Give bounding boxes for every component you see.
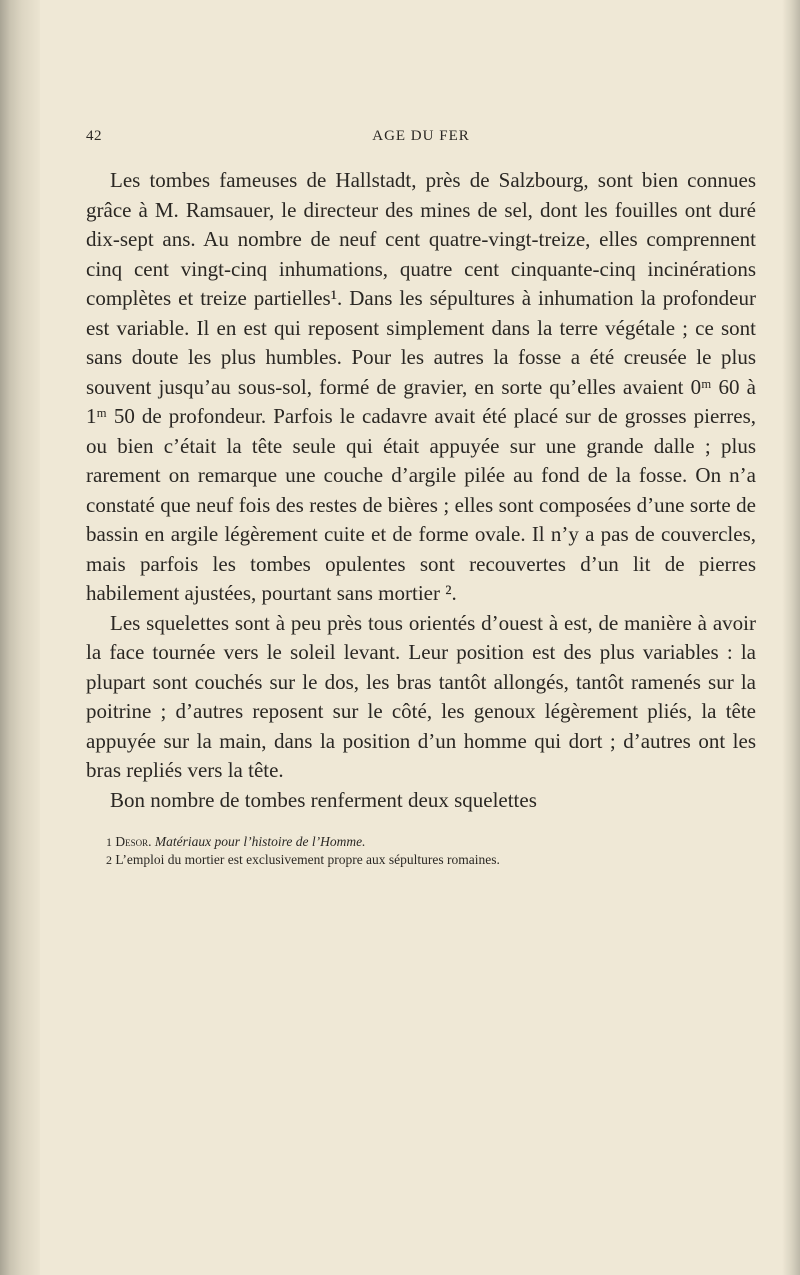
scan-shadow-right xyxy=(782,0,800,1275)
paragraph-1: Les tombes fameuses de Hallstadt, près de Salzbourg, sont bien connues grâce à M. Ramsauer, le directeur des mines de sel, dont les fouilles ont duré dix-sept ans. Au nombre de neuf cent quatre-vingt-treize, elles comprennent cinq cent vingt-cinq inhumations, quatre cent cinquante-cinq incinérations complètes et treize partielles¹. Dans les sépultures à inhumation la profondeur est variable. Il en est qui reposent simplement dans la terre végétale ; ce sont sans doute les plus humbles. Pour les autres la fosse a été creusée le plus souvent jusqu’au sous-sol, formé de gravier, en sorte qu’elles avaient 0ᵐ 60 à 1ᵐ 50 de profondeur. Parfois le cadavre avait été placé sur de grosses pierres, ou bien c’était la tête seule qui était appuyée sur une grande dalle ; plus rarement on remarque une couche d’argile pilée au fond de la fosse. On n’a constaté que neuf fois des restes de bières ; elles sont composées d’une sorte de bassin en argile légèrement cuite et de forme ovale. Il n’y a pas de couvercles, mais parfois les tombes opulentes sont recouvertes d’un lit de pierres habilement ajustées, pourtant sans mortier ². xyxy=(86,168,756,605)
scan-shadow-left xyxy=(0,0,40,1275)
paragraph-3: Bon nombre de tombes renferment deux squelettes xyxy=(110,787,537,812)
body-text xyxy=(86,166,756,815)
book-page xyxy=(86,128,756,869)
footnote-2 xyxy=(86,851,756,869)
footnote-number: 2 xyxy=(106,853,112,867)
footnote-number: 1 xyxy=(106,835,112,849)
footnote-1 xyxy=(86,833,756,851)
paragraph-2: Les squelettes sont à peu près tous orientés d’ouest à est, de manière à avoir la face tournée vers le soleil levant. Leur position est des plus variables : la plupart sont couchés sur le dos, les bras tantôt allongés, tantôt ramenés sur la poitrine ; d’autres reposent sur le côté, les genoux légèrement pliés, la tête appuyée sur la main, dans la position d’un homme qui dort ; d’autres ont les bras repliés vers la tête. xyxy=(86,610,756,782)
footnotes xyxy=(86,833,756,869)
running-title: AGE DU FER xyxy=(372,128,470,144)
page-number: 42 xyxy=(86,128,102,144)
running-head xyxy=(86,128,756,152)
footnote-text: L’emploi du mortier est exclusivement propre aux sépultures romaines. xyxy=(115,852,500,867)
footnote-author: Desor. xyxy=(115,834,152,849)
footnote-title: Matériaux pour l’histoire de l’Homme. xyxy=(154,834,366,849)
